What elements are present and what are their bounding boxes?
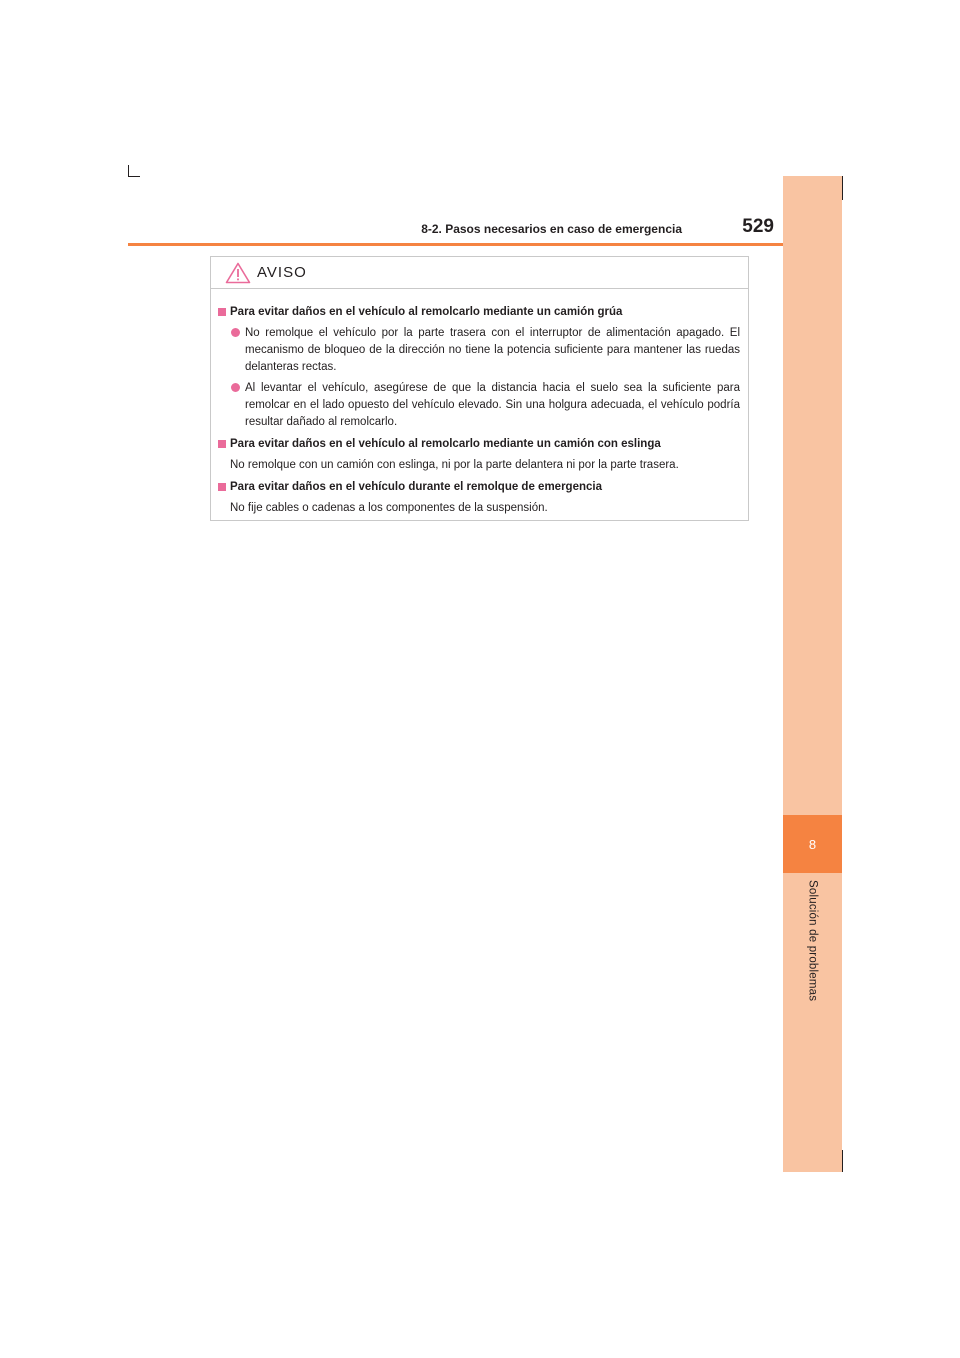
list-item-text: No remolque el vehículo por la parte trasera con el interruptor de alimentación apagado. El mecanismo de bloqueo de la dirección no tiene la potencia suficiente para mantener las ruedas delanteras rectas. (245, 327, 740, 373)
page-number: 529 (742, 216, 774, 237)
chapter-number-tab (783, 815, 842, 873)
list-item (231, 380, 740, 431)
warning-heading (218, 304, 740, 321)
heading-text: Para evitar daños en el vehículo durante el remolque de emergencia (230, 481, 602, 493)
heading-text: Para evitar daños en el vehículo al remolcarlo mediante un camión con eslinga (230, 438, 661, 450)
paragraph-text: No remolque con un camión con eslinga, ni por la parte delantera ni por la parte trasera. (230, 459, 679, 471)
heading-text: Para evitar daños en el vehículo al remolcarlo mediante un camión grúa (230, 306, 623, 318)
warning-heading (218, 479, 740, 496)
crop-mark-bottom-right-vertical (842, 1150, 843, 1172)
paragraph-text: No fije cables o cadenas a los componentes de la suspensión. (230, 502, 548, 514)
crop-mark-top-right-vertical (842, 176, 843, 200)
round-bullet-icon (231, 383, 240, 392)
square-bullet-icon (218, 483, 226, 491)
square-bullet-icon (218, 440, 226, 448)
section-title: 8-2. Pasos necesarios en caso de emergencia (421, 222, 682, 236)
list-item-text: Al levantar el vehículo, asegúrese de que la distancia hacia el suelo sea la suficiente para remolcar en el lado opuesto del vehículo elevado. Sin una holgura adecuada, el vehículo podría resultar dañado al remolcarlo. (245, 382, 740, 428)
warning-box (210, 256, 749, 521)
chapter-label-container (783, 880, 842, 1020)
warning-triangle-icon (225, 262, 251, 284)
square-bullet-icon (218, 308, 226, 316)
header-rule (128, 243, 783, 246)
warning-heading (218, 436, 740, 453)
warning-title: AVISO (257, 264, 307, 281)
crop-mark-top-left (128, 176, 140, 177)
chapter-side-strip (783, 176, 842, 1172)
chapter-number: 8 (808, 836, 817, 852)
warning-body (211, 289, 748, 517)
chapter-label: Solución de problemas (806, 880, 819, 1002)
round-bullet-icon (231, 328, 240, 337)
list-item (231, 325, 740, 376)
warning-header (211, 257, 748, 289)
crop-mark-top-left-vertical (128, 165, 129, 176)
